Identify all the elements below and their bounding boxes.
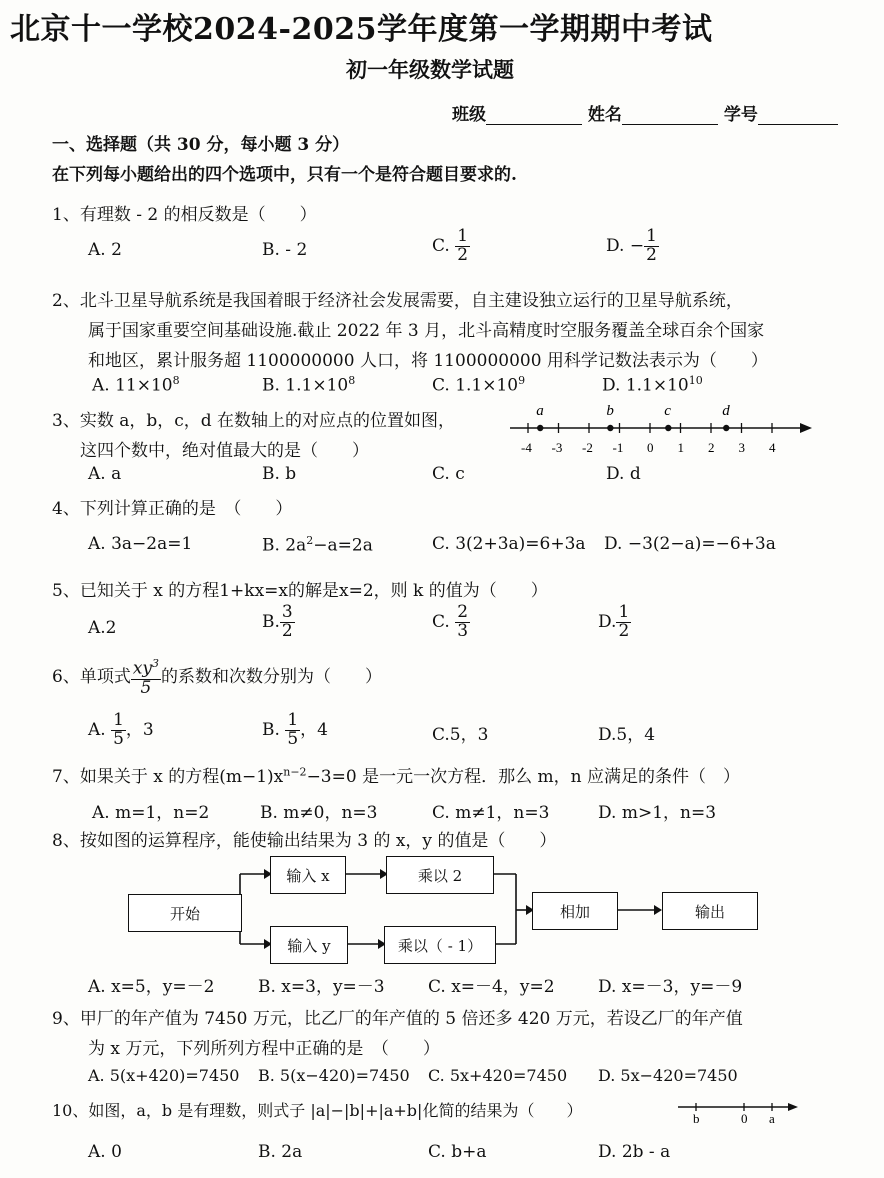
- q7-post: −3=0 是一元一次方程．那么 m，n 应满足的条件（ ）: [306, 767, 740, 787]
- q5-c-den: 3: [457, 620, 469, 641]
- flow-input-x-label: 输入 x: [286, 866, 330, 885]
- q5-b-pre: B.: [262, 611, 280, 632]
- q3-number-line: [500, 398, 820, 460]
- q1-option-c[interactable]: [432, 228, 470, 265]
- q3-tick-label-3: -1: [612, 440, 624, 455]
- flow-add-label: 相加: [559, 902, 590, 921]
- q2-a-exp: 8: [172, 374, 180, 387]
- flow-add-box: [532, 892, 618, 930]
- q2-b-base: B. 1.1×10: [262, 375, 349, 396]
- question-10: 10、如图，a，b 是有理数，则式子 |a|−|b|+|a+b|化简的结果为（ ）: [52, 1101, 583, 1120]
- q5-c-num: 2: [457, 602, 469, 622]
- q4-option-d[interactable]: D. −3(2−a)=−6+3a: [604, 534, 776, 554]
- flow-mul2-label: 乘以 2: [417, 866, 463, 885]
- q6-a-post: ，3: [125, 719, 154, 740]
- q5-option-d[interactable]: [598, 604, 631, 641]
- q3-tick-label-5: 1: [677, 440, 684, 455]
- q4-option-c[interactable]: C. 3(2+3a)=6+3a: [432, 534, 586, 554]
- q8-option-a[interactable]: A. x=5，y=－2: [88, 977, 215, 997]
- flow-mul2-box: [386, 856, 494, 894]
- q5-option-c[interactable]: [432, 604, 470, 641]
- question-2-line1: 2、北斗卫星导航系统是我国着眼于经济社会发展需要，自主建设独立运行的卫星导航系统，: [52, 291, 743, 311]
- id-blank[interactable]: [758, 108, 838, 125]
- q3-axis-arrow: [800, 423, 812, 433]
- flow-input-y-label: 输入 y: [287, 936, 331, 955]
- q7-pre: 7、如果关于 x 的方程(m−1)x: [52, 767, 284, 787]
- q3-option-b[interactable]: B. b: [262, 464, 297, 484]
- question-9-line1: 9、甲厂的年产值为 7450 万元，比乙厂的年产值的 5 倍还多 420 万元，若设乙厂的年产值: [52, 1009, 743, 1029]
- q3-tick-label-2: -2: [582, 440, 593, 455]
- q3-point-label-a: a: [536, 403, 544, 419]
- q4-option-b[interactable]: [262, 534, 373, 556]
- q6-b-num: 1: [287, 710, 299, 730]
- q6-den: 5: [140, 677, 152, 698]
- flow-output-label: 输出: [694, 902, 725, 921]
- q2-b-exp: 8: [348, 374, 356, 387]
- q3-option-d[interactable]: D. d: [606, 464, 641, 484]
- q5-d-den: 2: [618, 620, 630, 641]
- q3-tick-label-1: -3: [551, 440, 563, 455]
- q1-option-d[interactable]: [606, 228, 659, 265]
- q6-a-den: 5: [113, 728, 124, 749]
- q3-tick-label-8: 4: [769, 440, 776, 455]
- q4-option-a[interactable]: A. 3a−2a=1: [88, 534, 193, 554]
- q8-option-c[interactable]: C. x=－4，y=2: [428, 977, 555, 997]
- q1-option-b[interactable]: B. - 2: [262, 240, 308, 260]
- q1-c-den: 2: [457, 244, 469, 265]
- flow-start-label: 开始: [169, 904, 200, 923]
- q7-option-d[interactable]: D. m>1，n=3: [598, 803, 717, 823]
- question-2-line2: 属于国家重要空间基础设施.截止 2022 年 3 月，北斗高精度时空服务覆盖全球百余个国家: [88, 321, 765, 341]
- q2-option-b[interactable]: [262, 374, 355, 396]
- class-blank[interactable]: [486, 108, 582, 125]
- q3-tick-label-0: -4: [521, 440, 532, 455]
- q1-d-den: 2: [646, 244, 657, 265]
- section-title: 一、选择题（共 30 分，每小题 3 分）: [52, 135, 350, 155]
- q6-num-exp: 3: [152, 657, 160, 670]
- q6-num: xy: [132, 658, 153, 679]
- q5-c-pre: C.: [432, 611, 450, 632]
- question-6: [52, 658, 382, 697]
- flow-input-y-box: [270, 926, 348, 964]
- q5-option-a[interactable]: A.2: [88, 618, 117, 638]
- q6-option-d[interactable]: D.5，4: [598, 725, 656, 745]
- exam-title: 北京十一学校2024-2025学年度第一学期期中考试: [10, 12, 713, 47]
- q6-pre: 6、单项式: [52, 667, 131, 688]
- q1-c-prefix: C.: [432, 235, 450, 256]
- q10-axis-arrow: [788, 1103, 798, 1111]
- q5-option-b[interactable]: [262, 604, 295, 641]
- q2-c-base: C. 1.1×10: [432, 375, 519, 396]
- q10-option-a[interactable]: A. 0: [88, 1142, 122, 1162]
- id-label: 学号: [723, 105, 758, 125]
- q9-option-a[interactable]: A. 5(x+420)=7450: [88, 1066, 240, 1085]
- q7-option-a[interactable]: A. m=1，n=2: [92, 803, 210, 823]
- question-3-line2: 这四个数中，绝对值最大的是（ ）: [80, 441, 369, 461]
- q4-b-pre: B. 2a: [262, 535, 307, 556]
- q10-option-b[interactable]: B. 2a: [258, 1142, 303, 1162]
- q6-option-b[interactable]: [262, 712, 328, 749]
- q10-label-b: b: [693, 1111, 700, 1126]
- q6-option-a[interactable]: [88, 712, 154, 749]
- q5-d-pre: D.: [598, 611, 617, 632]
- q10-label-a: a: [769, 1111, 775, 1126]
- flow-output-box: [662, 892, 758, 930]
- q5-d-num: 1: [618, 602, 630, 622]
- flow-start-box: [128, 894, 242, 932]
- q7-exp: n−2: [283, 765, 307, 779]
- q3-point-a: [537, 425, 543, 431]
- q3-point-d: [723, 425, 729, 431]
- q9-option-d[interactable]: D. 5x−420=7450: [598, 1066, 738, 1085]
- q3-tick-label-6: 2: [708, 440, 715, 455]
- q8-option-d[interactable]: D. x=－3，y=－9: [598, 977, 743, 997]
- q7-option-b[interactable]: B. m≠0，n=3: [260, 803, 378, 823]
- q3-point-label-d: d: [722, 403, 730, 419]
- q5-b-num: 3: [281, 602, 293, 622]
- q2-a-base: A. 11×10: [92, 375, 173, 396]
- q3-point-c: [665, 425, 671, 431]
- question-5: 5、已知关于 x 的方程1+kx=x的解是x=2，则 k 的值为（ ）: [52, 581, 548, 601]
- flow-mulneg1-label: 乘以（ - 1）: [397, 936, 483, 955]
- flow-input-x-box: [270, 856, 346, 894]
- section-instruction: 在下列每小题给出的四个选项中，只有一个是符合题目要求的.: [52, 165, 517, 185]
- q9-option-b[interactable]: B. 5(x−420)=7450: [258, 1066, 410, 1085]
- q6-b-den: 5: [287, 728, 299, 749]
- q10-label-0: 0: [741, 1111, 748, 1126]
- q1-c-num: 1: [457, 226, 469, 246]
- q10-option-c[interactable]: C. b+a: [428, 1142, 487, 1162]
- q3-point-b: [607, 425, 613, 431]
- q2-d-exp: 10: [688, 374, 703, 387]
- q3-tick-label-4: 0: [647, 440, 654, 455]
- q10-number-line: [676, 1096, 802, 1126]
- q6-a-num: 1: [113, 710, 124, 730]
- question-8: 8、按如图的运算程序，能使输出结果为 3 的 x，y 的值是（ ）: [52, 831, 557, 851]
- class-label: 班级: [452, 105, 486, 125]
- question-9-line2: 为 x 万元，下列所列方程中正确的是 （ ）: [88, 1039, 440, 1059]
- question-3-line1: 3、实数 a，b，c，d 在数轴上的对应点的位置如图，: [52, 411, 456, 431]
- q3-tick-label-7: 3: [738, 440, 745, 455]
- q7-option-c[interactable]: C. m≠1，n=3: [432, 803, 550, 823]
- q1-d-prefix: D. −: [606, 235, 645, 256]
- q8-option-b[interactable]: B. x=3，y=－3: [258, 977, 385, 997]
- student-info: [452, 100, 838, 125]
- q4-b-post: −a=2a: [313, 535, 373, 556]
- q2-c-exp: 9: [518, 374, 526, 387]
- q10-option-d[interactable]: D. 2b - a: [598, 1142, 671, 1162]
- q6-post: 的系数和次数分别为（ ）: [161, 667, 383, 688]
- flow-arrow-6: [654, 905, 662, 915]
- q2-option-a[interactable]: [92, 374, 180, 396]
- q6-option-c[interactable]: C.5，3: [432, 725, 489, 745]
- question-2-line3: 和地区，累计服务超 1100000000 人口，将 1100000000 用科学记数法表示为（ ）: [88, 351, 768, 371]
- q6-b-pre: B.: [262, 719, 280, 740]
- q1-d-num: 1: [646, 226, 657, 246]
- q1-option-a[interactable]: A. 2: [88, 240, 122, 260]
- q3-option-c[interactable]: C. c: [432, 464, 465, 484]
- q2-d-base: D. 1.1×10: [602, 375, 689, 396]
- name-label: 姓名: [587, 105, 622, 125]
- flow-mulneg1-box: [384, 926, 496, 964]
- q3-point-label-c: c: [664, 403, 671, 419]
- q6-b-post: ，4: [300, 719, 328, 740]
- q2-option-c[interactable]: [432, 374, 525, 396]
- q3-point-label-b: b: [606, 403, 614, 419]
- name-blank[interactable]: [622, 108, 718, 125]
- q6-a-pre: A.: [88, 719, 106, 740]
- question-1: 1、有理数 - 2 的相反数是（ ）: [52, 205, 317, 225]
- q2-option-d[interactable]: [602, 374, 703, 396]
- q4-b-exp: 2: [306, 534, 314, 547]
- q5-b-den: 2: [281, 620, 293, 641]
- question-7: [52, 762, 740, 787]
- q3-option-a[interactable]: A. a: [88, 464, 122, 484]
- question-4: 4、下列计算正确的是 （ ）: [52, 499, 293, 519]
- exam-subtitle: 初一年级数学试题: [346, 57, 514, 82]
- q9-option-c[interactable]: C. 5x+420=7450: [428, 1066, 568, 1085]
